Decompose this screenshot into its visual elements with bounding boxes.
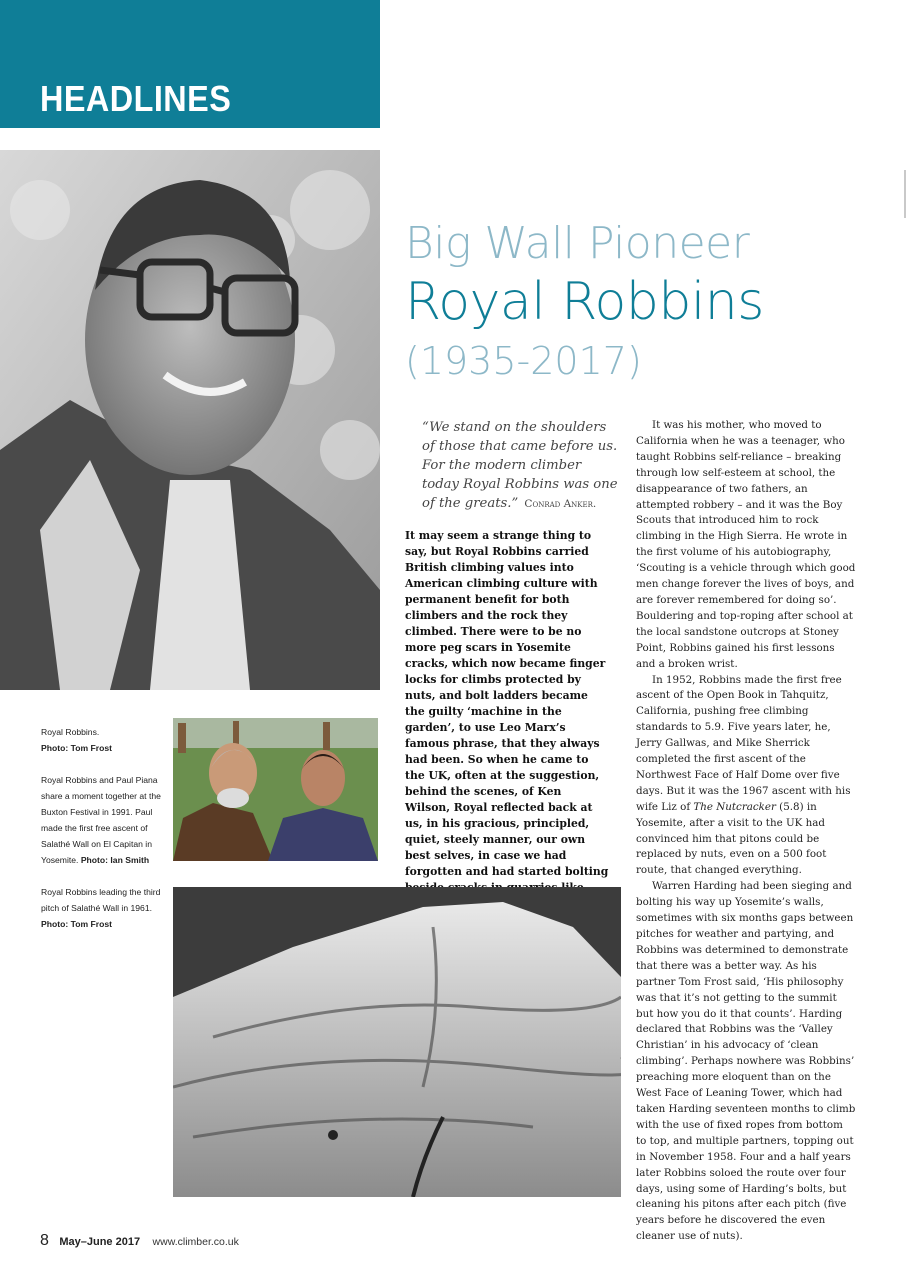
page-footer	[40, 1232, 239, 1250]
section-title: HEADLINES	[40, 78, 232, 119]
caption-wall	[41, 884, 161, 932]
body-paragraph-3: Warren Harding had been sieging and bolting his way up Yosemite’s walls, sometimes with six months gaps between pitches for weather and partying, and Robbins was determined to demonstrate that there was a better way. As his partner Tom Frost said, ‘His philosophy was that it’s not getting to the summit but how you do it that counts’. Harding declared that Robbins was the ‘Valley Christian’ in his advocacy of ‘clean climbing’. Perhaps nowhere was Robbins’ preaching more eloquent than on the West Face of Leaning Tower, which had taken Harding seventeen months to climb with the use of fixed ropes from bottom to top, and multiple partners, topping out in November 1958. Four and a half years later Robbins soloed the route over four days, using some of Harding’s bolts, but cleaning his pitons after each pitch (five years before he discovered the even cleaner use of nuts).	[636, 880, 856, 1243]
body-paragraph-2	[636, 673, 856, 880]
caption-credit: Photo: Tom Frost	[41, 919, 112, 929]
duo-photo	[173, 718, 378, 861]
title-main: Royal Robbins	[405, 272, 764, 332]
caption-duo	[41, 772, 161, 868]
photo-captions	[41, 724, 161, 948]
article-title	[405, 218, 764, 383]
website-url: www.climber.co.uk	[152, 1236, 239, 1248]
pull-quote	[422, 418, 622, 514]
page-number: 8	[40, 1232, 49, 1249]
route-name: The Nutcracker	[693, 800, 776, 813]
portrait-photo	[0, 150, 380, 690]
caption-portrait	[41, 724, 161, 756]
caption-text: Royal Robbins leading the third pitch of Salathé Wall in 1961.	[41, 887, 161, 913]
title-kicker: Big Wall Pioneer	[405, 218, 750, 269]
title-dates: (1935-2017)	[405, 339, 642, 383]
caption-credit: Photo: Ian Smith	[80, 855, 150, 865]
body-p2-start: In 1952, Robbins made the first free ascent of the Open Book in Tahquitz, California, pushing free climbing standards to 5.9. Five years later, he, Jerry Gallwas, and Mike Sherrick completed the first ascent of the Northwest Face of Half Dome over five days. But it was the 1967 ascent with his wife Liz of	[636, 673, 851, 813]
intro-text: It may seem a strange thing to say, but Royal Robbins carried British climbing values into American climbing culture with permanent benefit for both climbers and the rock they climbed. There were to be no more peg scars in Yosemite cracks, which now became finger locks for climbs protected by nuts, and bolt ladders became the guilty ‘machine in the garden’, to use Leo Marx’s famous phrase, that they always had been. So when he came to the UK, often at the suggestion, behind the scenes, of Ken Wilson, Royal reflected back at us, in his gracious, principled, quiet, steely manner, our own best selves, in case we had forgotten and had started bolting	[405, 529, 609, 878]
caption-text: Royal Robbins.	[41, 727, 100, 737]
quote-text: “We stand on the shoulders of those that came before us. For the modern climber today Royal Robbins was one of the greats.”	[422, 420, 618, 511]
caption-text: Royal Robbins and Paul Piana share a moment together at the Buxton Festival in 1991. Paul made the first free ascent of Salathé Wall on El Capitan in Yosemite.	[41, 775, 161, 865]
body-column	[636, 418, 856, 1245]
wall-photo	[173, 887, 621, 1197]
section-banner	[0, 0, 380, 128]
quote-attribution: Conrad Anker.	[524, 498, 597, 510]
issue-date: May–June 2017	[59, 1236, 141, 1248]
intro-paragraph	[405, 528, 610, 912]
body-paragraph-1: It was his mother, who moved to California when he was a teenager, who taught Robbins self-reliance – breaking through low self-esteem at school, the disappearance of two fathers, an attempted robbery – and it was the Boy Scouts that introduced him to rock climbing in the High Sierra. He wrote in the first volume of his autobiography, ‘Scouting is a vehicle through which good men change forever the lives of boys, and are forever remembered for doing so’. Bouldering and top-roping after school at the local sandstone outcrops at Stoney Point, Robbins gained his first lessons and a broken wrist.	[636, 419, 856, 670]
body-p2-end: (5.8) in Yosemite, after a visit to the UK had convinced him that pitons could be replaced by nuts, even on a 500 foot route, that changed everything.	[636, 800, 827, 877]
caption-credit: Photo: Tom Frost	[41, 743, 112, 753]
